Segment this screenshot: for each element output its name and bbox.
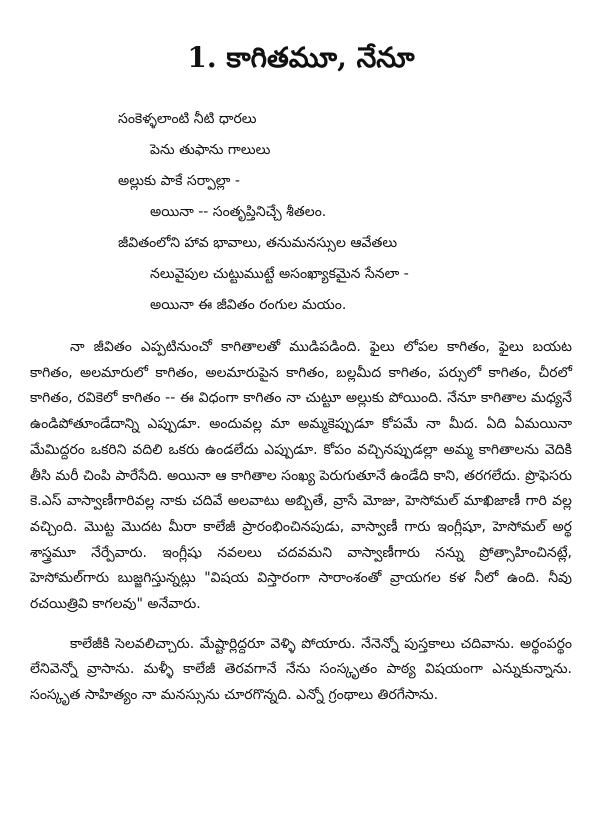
poem-line: జీవితంలోని హావ భావాలు, తనుమనస్సుల ఆవేతలు xyxy=(118,235,398,251)
body-paragraph: నా జీవితం ఎప్పటినుంచో కాగితాలతో ముడిపడింది. ఫైలు లోపల కాగితం, ఫైలు బయట కాగితం, అలమారులో కాగితం, అలమారుపైన కాగితం, బల్లమీద కాగితం, పర్సులో కాగితం, చీరలో కాగితం, రవికెలో కాగితం -- ఈ విధంగా కాగితం నా చుట్టూ అల్లుకు పోయింది. నేనూ కాగితాల మధ్యనే ఉండిపోతూండేదాన్ని ఎప్పుడూ. అందువల్ల మా అమ్మకెప్పుడూ కోపమే నా మీద. ఏది ఏమయినా మేమిద్దరం ఒకరిని వదిలి ఒకరు ఉండలేదు ఎప్పుడూ. కోపం వచ్చినప్పుడల్లా అమ్మ కాగితాలను వెదికి తీసి మరీ చింపి పారేసేది. అయినా ఆ కాగితాల సంఖ్య పెరుగుతూనే ఉండేది కాని, తరగలేదు. ప్రొఫెసరు కె.ఎస్ వాస్వాణీగారివల్ల నాకు చదివే అలవాటు అబ్బితే, వ్రాసే మోజు, హెసోమల్ మాఖిజాణీ గారి వల్ల వచ్చింది. మొట్ట మొదట మీరా కాలేజీ ప్రారంభించినపుడు, వాస్వాణీ గారు ఇంగ్లీషూ, హెసోమల్ అర్థ శాస్త్రమూ నేర్పేవారు. ఇంగ్లీషు నవలలు చదవమని వాస్వాణీగారు నన్ను ప్రోత్సాహించినట్లే, హెసోమల్‌గారు బుజ్జగిస్తున్నట్లు "విషయ విస్తారంగా సారాంశంతో వ్రాయగల కళ నీలో ఉంది. నీవు రచయిత్రివి కాగలవు" అనేవారు. xyxy=(30,339,572,613)
poem-line: అయినా -- సంతృప్తినిచ్చే శీతలం. xyxy=(150,204,327,220)
poem-line: అల్లుకు పాకే సర్పాల్లా - xyxy=(118,173,240,189)
poem-line: సంకెళ్ళలాంటి నీటి ధారలు xyxy=(118,111,257,127)
poem-line: అయినా ఈ జీవితం రంగుల మయం. xyxy=(150,297,347,313)
poem-line: నలువైపుల చుట్టుముట్టే అసంఖ్యాకమైన సేనలా - xyxy=(150,266,409,282)
poem-block xyxy=(30,104,572,321)
body-paragraph: కాలేజీకి సెలవలిచ్చారు. మేష్టార్లిద్దరూ వెళ్ళి పోయారు. నేనెన్నో పుస్తకాలు చదివాను. అర్థంపర్థం లేనివెన్నో వ్రాసాను. మళ్ళీ కాలేజీ తెరవగానే నేను సంస్కృతం పాఠ్య విషయంగా ఎన్నుకున్నాను. సంస్కృత సాహిత్యం నా మనస్సును చూరగొన్నది. ఎన్నో గ్రంథాలు తిరగేసాను. xyxy=(30,635,572,704)
chapter-title: 1. కాగితమూ, నేనూ xyxy=(187,41,415,74)
poem-line: పెను తుఫాను గాలులు xyxy=(150,142,271,158)
